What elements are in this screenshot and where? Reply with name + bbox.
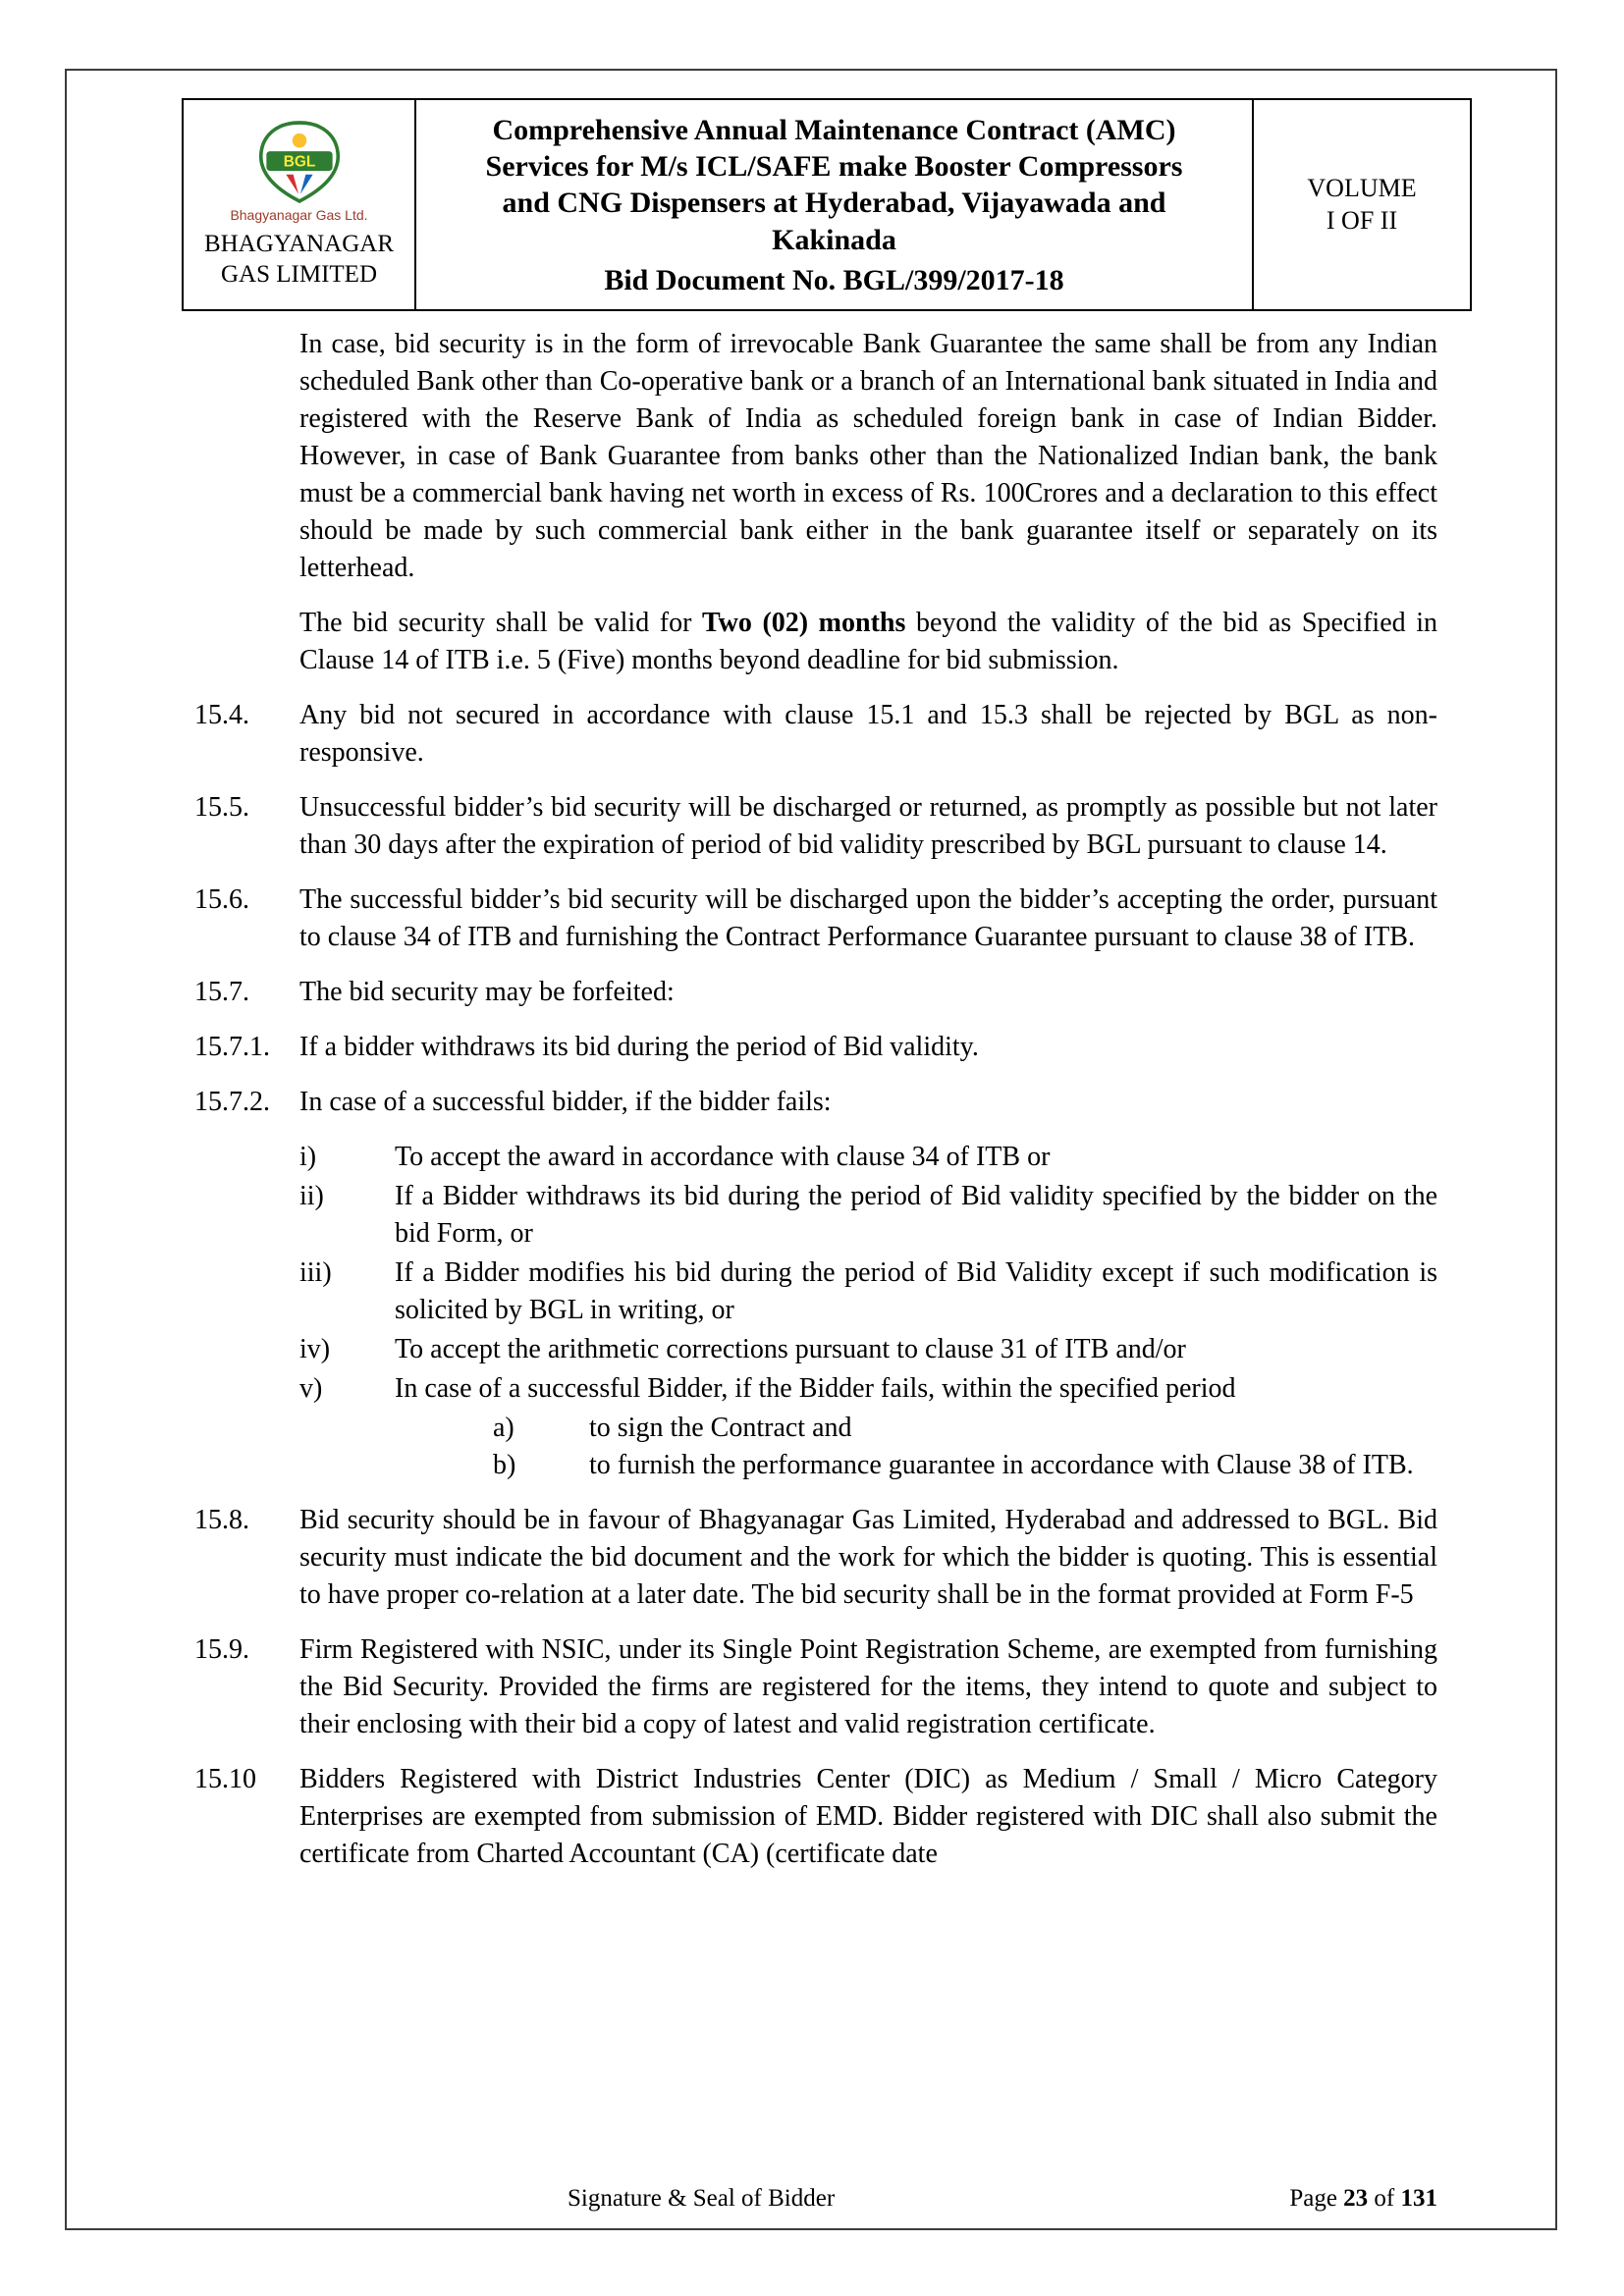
paragraph-bid-validity-pre: The bid security shall be valid for xyxy=(299,608,703,638)
clause-number: 15.7.2. xyxy=(194,1087,270,1117)
roman-text: To accept the arithmetic corrections pursuant to clause 31 of ITB and/or xyxy=(395,1334,1186,1364)
page-indicator xyxy=(1289,2185,1437,2213)
paragraph-bid-validity-post: beyond the validity of the bid as Specified in Clause 14 of ITB i.e. 5 (Five) months beyond deadline for bid submission. xyxy=(299,608,1438,675)
letter-item-a xyxy=(493,1410,1437,1447)
clause-item-15-5 xyxy=(194,789,1437,864)
clause-item-15-10 xyxy=(194,1761,1437,1873)
clause-number: 15.6. xyxy=(194,884,249,915)
volume-line1: VOLUME xyxy=(1307,173,1417,202)
clause-number: 15.5. xyxy=(194,792,249,823)
clause-item-15-8 xyxy=(194,1502,1437,1614)
org-name-line1: BHAGYANAGAR xyxy=(203,231,395,258)
volume-cell xyxy=(1254,100,1470,309)
letter-item-b xyxy=(493,1447,1437,1484)
bgl-logo-icon xyxy=(250,119,349,205)
roman-list xyxy=(299,1139,1437,1408)
clause-number: 15.8. xyxy=(194,1505,249,1535)
logo-cell xyxy=(184,100,416,309)
page-indicator-pre: Page xyxy=(1289,2185,1344,2212)
roman-text: In case of a successful Bidder, if the Bidder fails, within the specified period xyxy=(395,1373,1236,1404)
letter-number: a) xyxy=(493,1413,514,1443)
clause-item-15-7 xyxy=(194,974,1437,1011)
clause-number: 15.10 xyxy=(194,1764,256,1794)
clause-item-15-7-1 xyxy=(194,1029,1437,1066)
letter-list xyxy=(493,1410,1437,1484)
clause-item-15-9 xyxy=(194,1631,1437,1743)
roman-number: i) xyxy=(299,1142,317,1172)
org-name xyxy=(204,229,394,291)
doc-title-line4: Kakinada xyxy=(772,223,896,256)
doc-title-line1: Comprehensive Annual Maintenance Contract (AMC) xyxy=(492,114,1176,146)
title-cell xyxy=(416,100,1254,309)
roman-item-iv xyxy=(299,1331,1437,1368)
clause-item-15-7-2 xyxy=(194,1084,1437,1121)
bgl-logo-text: BGL xyxy=(283,153,315,171)
letter-text: to furnish the performance guarantee in accordance with Clause 38 of ITB. xyxy=(589,1450,1414,1480)
roman-number: ii) xyxy=(299,1181,324,1211)
clause-text: If a bidder withdraws its bid during the period of Bid validity. xyxy=(299,1032,979,1062)
clause-text: The bid security may be forfeited: xyxy=(299,977,675,1007)
logo-brand-text: Bhagyanagar Gas Ltd. xyxy=(230,207,368,224)
doc-title xyxy=(426,112,1242,258)
clause-number: 15.9. xyxy=(194,1634,249,1665)
clause-text: Bid security should be in favour of Bhagyanagar Gas Limited, Hyderabad and addressed to BGL. Bid security must indicate the bid document and the work for which the bidder is quoting. This is essential to have proper co-relation at a later date. The bid security shall be in the format provided at Form F-5 xyxy=(299,1505,1437,1610)
roman-number: iv) xyxy=(299,1334,331,1364)
clause-text: Bidders Registered with District Industries Center (DIC) as Medium / Small / Micro Category Enterprises are exempted from submission of EMD. Bidder registered with DIC shall also submit the certificate from Charted Accountant (CA) (certificate date xyxy=(299,1764,1437,1869)
document-body xyxy=(194,326,1437,1891)
doc-title-line2: Services for M/s ICL/SAFE make Booster Compressors xyxy=(485,150,1183,184)
roman-number: iii) xyxy=(299,1257,332,1288)
clause-item-15-6 xyxy=(194,881,1437,956)
doc-title-line3: and CNG Dispensers at Hyderabad, Vijayawada and xyxy=(502,187,1166,220)
roman-number: v) xyxy=(299,1373,323,1404)
clause-text: Any bid not secured in accordance with clause 15.1 and 15.3 shall be rejected by BGL as non-responsive. xyxy=(299,700,1437,768)
clause-number: 15.7. xyxy=(194,977,249,1007)
paragraph-bid-validity xyxy=(299,605,1437,679)
clause-text: In case of a successful bidder, if the bidder fails: xyxy=(299,1087,832,1117)
roman-text: If a Bidder modifies his bid during the period of Bid Validity except if such modification is solicited by BGL in writing, or xyxy=(395,1257,1437,1325)
clause-number: 15.4. xyxy=(194,700,249,730)
roman-item-i xyxy=(299,1139,1437,1176)
clause-number: 15.7.1. xyxy=(194,1032,270,1062)
doc-number: Bid Document No. BGL/399/2017-18 xyxy=(604,263,1064,296)
clause-text: The successful bidder’s bid security will be discharged upon the bidder’s accepting the order, pursuant to clause 34 of ITB and furnishing the Contract Performance Guarantee pursuant to clause 38 of ITB. xyxy=(299,884,1437,952)
page-total: 131 xyxy=(1400,2185,1437,2212)
page-indicator-of: of xyxy=(1368,2185,1401,2212)
clause-item-15-4 xyxy=(194,697,1437,772)
header-table xyxy=(182,98,1472,311)
paragraph-bid-validity-bold: Two (02) months xyxy=(702,608,906,638)
letter-text: to sign the Contract and xyxy=(589,1413,852,1443)
roman-text: If a Bidder withdraws its bid during the period of Bid validity specified by the bidder on the bid Form, or xyxy=(395,1181,1437,1249)
clause-text: Unsuccessful bidder’s bid security will be discharged or returned, as promptly as possible but not later than 30 days after the expiration of period of bid validity prescribed by BGL pursuant to clause 14. xyxy=(299,792,1437,860)
roman-item-ii xyxy=(299,1178,1437,1253)
clause-text: Firm Registered with NSIC, under its Single Point Registration Scheme, are exempted from furnishing the Bid Security. Provided the firms are registered for the items, they intend to quote and subject to their enclosing with their bid a copy of latest and valid registration certificate. xyxy=(299,1634,1437,1739)
paragraph-bank-guarantee: In case, bid security is in the form of irrevocable Bank Guarantee the same shall be from any Indian scheduled Bank other than Co-operative bank or a branch of an International bank situated in India and registered with the Reserve Bank of India as scheduled foreign bank in case of Indian Bidder. However, in case of Bank Guarantee from banks other than the Nationalized Indian bank, the bank must be a commercial bank having net worth in excess of Rs. 100Crores and a declaration to this effect should be made by such commercial bank either in the bank guarantee itself or separately on its letterhead. xyxy=(299,329,1437,583)
org-name-line2: GAS LIMITED xyxy=(220,261,377,289)
letter-number: b) xyxy=(493,1450,516,1480)
signature-label: Signature & Seal of Bidder xyxy=(568,2185,836,2212)
roman-item-v xyxy=(299,1370,1437,1408)
roman-item-iii xyxy=(299,1255,1437,1329)
page-number: 23 xyxy=(1343,2185,1369,2212)
roman-text: To accept the award in accordance with clause 34 of ITB or xyxy=(395,1142,1051,1172)
volume-line2: I OF II xyxy=(1326,206,1398,236)
